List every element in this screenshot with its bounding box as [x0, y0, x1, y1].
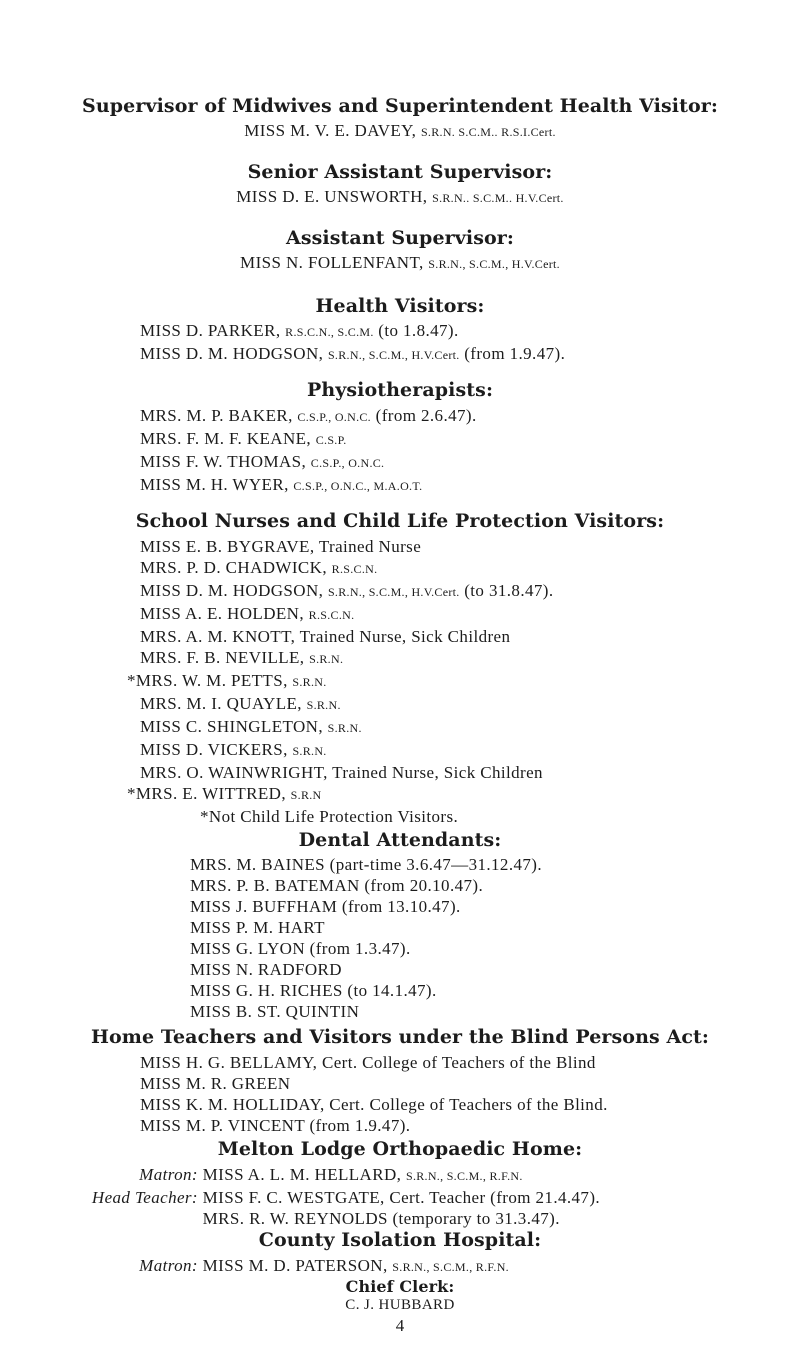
section-health-visitors [0, 294, 800, 318]
staff-qualifications: S.R.N., S.C.M., R.F.N. [405, 1169, 523, 1183]
staff-name: MISS M. D. PATERSON, [202, 1256, 388, 1275]
staff-entry [140, 343, 565, 366]
role-label: Head Teacher: [91, 1188, 198, 1207]
section-school-nurses [0, 509, 800, 533]
staff-entry: MRS. M. BAINES (part-time 3.6.47—31.12.47). [190, 855, 542, 874]
section-dental [0, 828, 800, 852]
section-isolation-hospital [0, 1228, 800, 1252]
staff-entry: MISS B. ST. QUINTIN [190, 1002, 360, 1021]
staff-name: *MRS. W. M. PETTS, [127, 671, 288, 690]
staff-entry [140, 474, 477, 497]
staff-qualifications: R.S.C.N. [308, 608, 355, 622]
staff-entry [140, 580, 554, 603]
school-nurses-list [127, 536, 554, 827]
staff-entry [50, 1255, 509, 1278]
staff-qualifications: S.R.N. S.C.M.. R.S.I.Cert. [420, 125, 556, 139]
staff-name: MRS. R. W. REYNOLDS (temporary to 31.3.47). [202, 1209, 560, 1228]
staff-name: MISS M. V. E. DAVEY, [244, 121, 417, 140]
staff-entry [140, 405, 477, 428]
staff-entry: MISS G. H. RICHES (to 14.1.47). [190, 981, 437, 1000]
footnote: *Not Child Life Protection Visitors. [200, 807, 459, 826]
staff-entry [140, 693, 554, 716]
staff-qualifications: S.R.N. [306, 698, 341, 712]
staff-name: MISS N. FOLLENFANT, [240, 253, 424, 272]
staff-name: MRS. M. I. QUAYLE, [140, 694, 302, 713]
staff-qualifications: S.R.N [290, 788, 322, 802]
staff-entry [0, 120, 800, 143]
staff-entry: MISS K. M. HOLLIDAY, Cert. College of Teachers of the Blind. [140, 1095, 608, 1114]
staff-entry [140, 603, 554, 626]
staff-name: MISS A. L. M. HELLARD, [202, 1165, 402, 1184]
staff-entry: MISS M. P. VINCENT (from 1.9.47). [140, 1116, 411, 1135]
staff-entry [127, 670, 554, 693]
section-heading: Chief Clerk: [345, 1277, 455, 1296]
staff-name: MRS. O. WAINWRIGHT, Trained Nurse, Sick Children [140, 763, 543, 782]
staff-qualifications: C.S.P., O.N.C. [310, 456, 385, 470]
staff-name: MISS D. E. UNSWORTH, [236, 187, 428, 206]
staff-name: MRS. F. B. NEVILLE, [140, 648, 305, 667]
section-chief-clerk [0, 1277, 800, 1314]
staff-qualifications: C.S.P. [315, 433, 347, 447]
section-physiotherapists [0, 378, 800, 402]
staff-entry: MISS J. BUFFHAM (from 13.10.47). [190, 897, 461, 916]
staff-qualifications: S.R.N., S.C.M., H.V.Cert. [327, 585, 460, 599]
staff-note: (to 31.8.47). [464, 581, 554, 600]
staff-entry [0, 186, 800, 209]
section-heading: County Isolation Hospital: [258, 1229, 542, 1251]
staff-entry [140, 647, 554, 670]
staff-qualifications: C.S.P., O.N.C. [297, 410, 371, 424]
section-heading: Assistant Supervisor: [285, 227, 514, 249]
staff-entry [140, 451, 477, 474]
staff-name: MRS. P. D. CHADWICK, [140, 558, 327, 577]
staff-entry [140, 536, 554, 557]
section-heading: Physiotherapists: [306, 379, 494, 401]
staff-entry: MISS N. RADFORD [190, 960, 342, 979]
staff-entry [50, 1187, 600, 1208]
section-home-teachers [0, 1025, 800, 1049]
staff-name: MISS C. SHINGLETON, [140, 717, 323, 736]
staff-qualifications: S.R.N. [327, 721, 362, 735]
page-number: 4 [395, 1316, 405, 1335]
staff-name: MISS D. M. HODGSON, [140, 344, 324, 363]
staff-entry [140, 557, 554, 580]
staff-name: MISS F. W. THOMAS, [140, 452, 307, 471]
staff-entry [140, 739, 554, 762]
staff-entry [127, 783, 554, 806]
staff-entry: MISS P. M. HART [190, 918, 325, 937]
section-senior-assistant [0, 160, 800, 209]
staff-qualifications: R.S.C.N., S.C.M. [285, 325, 374, 339]
isolation-hospital-list [50, 1255, 509, 1278]
staff-qualifications: R.S.C.N. [331, 562, 378, 576]
staff-name: C. J. HUBBARD [345, 1297, 455, 1313]
staff-name: MISS E. B. BYGRAVE, Trained Nurse [140, 537, 422, 556]
staff-entry [140, 716, 554, 739]
staff-qualifications: S.R.N. [309, 652, 344, 666]
staff-entry [140, 320, 565, 343]
staff-name: MRS. A. M. KNOTT, Trained Nurse, Sick Children [140, 627, 511, 646]
staff-qualifications: C.S.P., O.N.C., M.A.O.T. [293, 479, 423, 493]
staff-entry: MRS. P. B. BATEMAN (from 20.10.47). [190, 876, 484, 895]
section-heading: Dental Attendants: [298, 829, 502, 851]
section-assistant [0, 226, 800, 275]
staff-name: MISS M. H. WYER, [140, 475, 289, 494]
physiotherapists-list [140, 405, 477, 497]
staff-entry: MISS H. G. BELLAMY, Cert. College of Teachers of the Blind [140, 1053, 596, 1072]
staff-entry: MISS G. LYON (from 1.3.47). [190, 939, 411, 958]
staff-qualifications: S.R.N.. S.C.M.. H.V.Cert. [432, 191, 564, 205]
staff-note: (from 1.9.47). [464, 344, 566, 363]
section-heading: Home Teachers and Visitors under the Blind Persons Act: [90, 1026, 710, 1048]
staff-entry [140, 428, 477, 451]
home-teachers-list [140, 1052, 608, 1136]
staff-entry [50, 1164, 600, 1187]
staff-name: *MRS. E. WITTRED, [127, 784, 287, 803]
staff-entry [140, 626, 554, 647]
staff-qualifications: S.R.N., S.C.M., H.V.Cert. [327, 348, 460, 362]
health-visitors-list [140, 320, 565, 366]
section-heading: Health Visitors: [315, 295, 485, 317]
staff-qualifications: S.R.N., S.C.M., H.V.Cert. [428, 257, 560, 271]
dental-list [190, 854, 542, 1022]
staff-name: MISS D. M. HODGSON, [140, 581, 324, 600]
section-heading: School Nurses and Child Life Protection Visitors: [135, 510, 665, 532]
staff-entry [140, 762, 554, 783]
section-melton-lodge [0, 1137, 800, 1161]
staff-name: MRS. M. P. BAKER, [140, 406, 293, 425]
melton-lodge-list [50, 1164, 600, 1229]
staff-entry [0, 252, 800, 275]
staff-entry: MISS M. R. GREEN [140, 1074, 291, 1093]
section-heading: Senior Assistant Supervisor: [247, 161, 553, 183]
staff-name: MISS F. C. WESTGATE, Cert. Teacher (from 21.4.47). [202, 1188, 601, 1207]
section-heading: Melton Lodge Orthopaedic Home: [217, 1138, 583, 1160]
staff-name: MISS A. E. HOLDEN, [140, 604, 304, 623]
staff-entry [50, 1208, 600, 1229]
staff-qualifications: S.R.N. [292, 675, 327, 689]
staff-note: (to 1.8.47). [378, 321, 459, 340]
staff-note: (from 2.6.47). [375, 406, 477, 425]
staff-name: MISS D. VICKERS, [140, 740, 288, 759]
staff-qualifications: S.R.N. [292, 744, 327, 758]
role-label: Matron: [139, 1165, 198, 1184]
staff-name: MRS. F. M. F. KEANE, [140, 429, 312, 448]
staff-name: MISS D. PARKER, [140, 321, 281, 340]
section-heading: Supervisor of Midwives and Superintendent Health Visitor: [82, 95, 718, 117]
staff-qualifications: S.R.N., S.C.M., R.F.N. [392, 1260, 509, 1274]
section-supervisor [0, 94, 800, 143]
role-label: Matron: [139, 1256, 198, 1275]
